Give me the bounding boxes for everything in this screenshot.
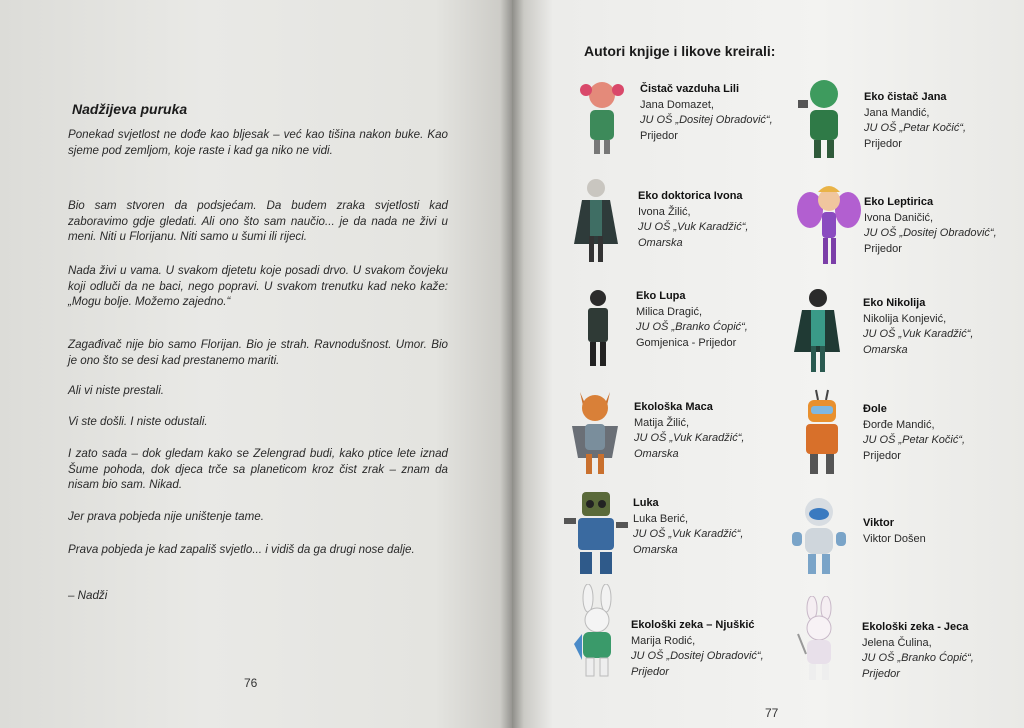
caped-hero-icon — [570, 174, 622, 266]
author-name: Milica Dragić, — [636, 305, 703, 318]
character-name: Eko čistač Jana — [864, 91, 947, 103]
bunny-hero-icon — [568, 584, 626, 680]
authors-heading: Autori knjige i likove kreirali: — [584, 43, 776, 59]
author-name: Viktor Došen — [863, 532, 926, 545]
place-name: Prijedor — [631, 665, 669, 678]
place-name: Omarska — [634, 447, 679, 460]
character-name: Eko Nikolija — [863, 297, 926, 309]
place-name: Omarska — [863, 343, 908, 356]
paragraph: Zagađivač nije bio samo Florijan. Bio je strah. Ravnodušnost. Umor. Bio je ono što se desi kad prestanemo mariti. — [68, 338, 448, 367]
author-entry — [864, 90, 1024, 152]
author-name: Luka Berić, — [633, 512, 689, 525]
school-name: JU OŠ „Vuk Karadžić“, — [863, 328, 974, 340]
author-name: Nikolija Konjević, — [863, 312, 947, 325]
place-name: Omarska — [638, 236, 683, 249]
author-entry — [864, 195, 1024, 257]
school-name: JU OŠ „Branko Ćopić“, — [636, 321, 748, 333]
school-name: JU OŠ „Vuk Karadžić“, — [633, 528, 744, 540]
author-entry — [640, 82, 815, 144]
signature-line: – Nadži — [68, 589, 108, 602]
character-name: Luka — [633, 497, 659, 509]
page-number: 77 — [765, 706, 779, 720]
school-name: JU OŠ „Dositej Obradović“, — [640, 114, 773, 126]
paragraph: Bio sam stvoren da podsjećam. Da budem zraka svjetlosti kad zaboravimo gdje gledati. Ali ono što sam naučio... je da nada ne živi u meni. Niti u Florijanu. Niti samo u šumi ili rijeci. — [68, 199, 448, 243]
place-name: Prijedor — [864, 242, 902, 255]
school-name: JU OŠ „Dositej Obradović“, — [631, 650, 764, 662]
place-name: Prijedor — [862, 667, 900, 680]
author-entry — [631, 618, 806, 680]
character-name: Ekološki zeka – Njuškić — [631, 619, 755, 631]
school-name: JU OŠ „Petar Kočić“, — [864, 122, 967, 134]
paragraph: Ponekad svjetlost ne dođe kao bljesak – već kao tišina nakon buke. Kao sjeme pod zemljom, koje raste i kad ga niko ne vidi. — [68, 128, 448, 157]
cat-hero-icon — [566, 384, 624, 476]
author-name: Đorđe Mandić, — [863, 418, 935, 431]
author-name: Ivona Daničić, — [864, 211, 934, 224]
author-entry — [636, 289, 811, 351]
character-name: Ekološka Maca — [634, 401, 713, 413]
right-page — [512, 0, 1024, 728]
paragraph: I zato sada – dok gledam kako se Zelengrad budi, kako ptice lete iznad Šume pohoda, dok djeca trče sa planeticom kroz čist zrak – znam da nisam bio sam. Nikad. — [68, 447, 448, 491]
robot-girl-icon — [572, 78, 632, 156]
book-spine — [500, 0, 524, 728]
author-entry — [863, 402, 1024, 464]
author-name: Jana Mandić, — [864, 106, 930, 119]
character-name: Eko Lupa — [636, 290, 686, 302]
place-name: Prijedor — [864, 137, 902, 150]
character-name: Đole — [863, 403, 887, 415]
school-name: JU OŠ „Vuk Karadžić“, — [638, 221, 749, 233]
author-name: Jelena Čulina, — [862, 636, 932, 649]
paragraph: Ali vi niste prestali. — [68, 384, 165, 397]
place-name: Prijedor — [863, 449, 901, 462]
paragraph: Nada živi u vama. U svakom djetetu koje posadi drvo. U svakom čovjeku koji odluči da ne baci, nego popravi. U svakom trenutku kad neko kaže: „Mogu bolje. Možemo zajedno.“ — [68, 264, 448, 308]
author-name: Matija Žilić, — [634, 416, 690, 429]
place-name: Omarska — [633, 543, 678, 556]
author-entry — [863, 516, 1024, 547]
chapter-title: Nadžijeva puruka — [72, 101, 188, 117]
character-name: Viktor — [863, 517, 894, 529]
dark-hero-icon — [580, 288, 616, 368]
author-name: Marija Rodić, — [631, 634, 696, 647]
author-entry — [633, 496, 808, 558]
author-name: Ivona Žilić, — [638, 205, 691, 218]
paragraph: Vi ste došli. I niste odustali. — [68, 415, 208, 428]
author-name: Jana Domazet, — [640, 98, 714, 111]
school-name: JU OŠ „Branko Ćopić“, — [862, 652, 974, 664]
school-name: JU OŠ „Dositej Obradović“, — [864, 227, 997, 239]
author-entry — [638, 189, 813, 251]
place-name: Gomjenica - Prijedor — [636, 336, 737, 349]
paragraph: Prava pobjeda je kad zapališ svjetlo... i vidiš da ga drugi nose dalje. — [68, 543, 415, 556]
paragraph: Jer prava pobjeda nije uništenje tame. — [68, 510, 264, 523]
character-name: Eko Leptirica — [864, 196, 934, 208]
school-name: JU OŠ „Petar Kočić“, — [863, 434, 966, 446]
author-entry — [862, 620, 1024, 682]
character-name: Ekološki zeka - Jeca — [862, 621, 969, 633]
page-number: 76 — [244, 676, 258, 690]
blue-robot-icon — [562, 488, 630, 578]
author-entry — [863, 296, 1024, 358]
place-name: Prijedor — [640, 129, 678, 142]
author-entry — [634, 400, 809, 462]
character-name: Eko doktorica Ivona — [638, 190, 743, 202]
school-name: JU OŠ „Vuk Karadžić“, — [634, 432, 745, 444]
character-name: Čistač vazduha Lili — [640, 83, 740, 95]
